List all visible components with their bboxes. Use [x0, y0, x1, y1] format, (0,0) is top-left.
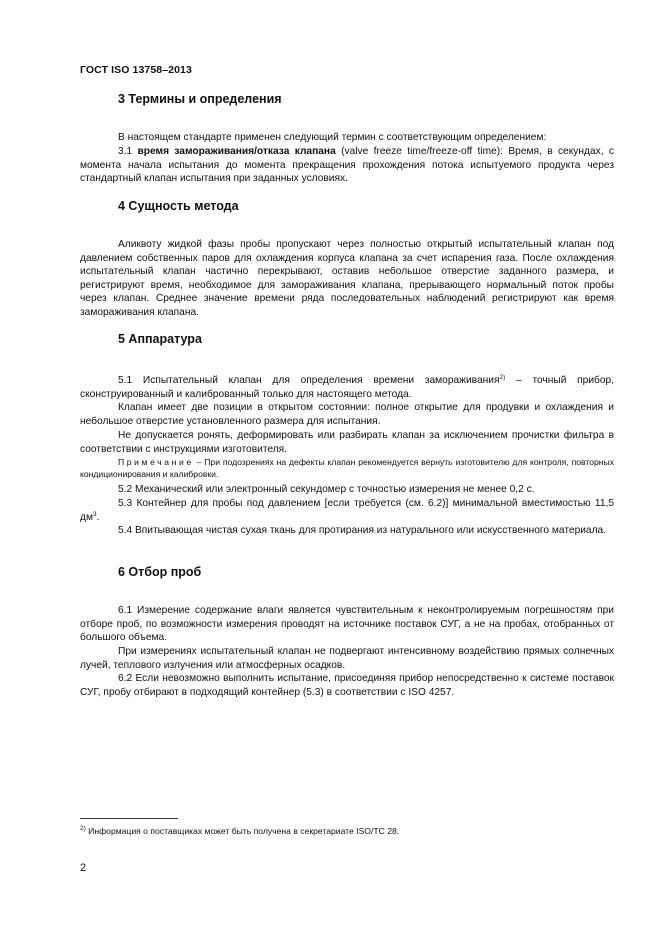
- footnote: [80, 826, 399, 837]
- footnote-text: Информация о поставщиках может быть получена в секретариате ISO/TC 28.: [85, 826, 400, 836]
- section-3-intro: В настоящем стандарте применен следующий термин с соответствующим определением:: [118, 132, 547, 143]
- footnote-marker: 2): [80, 825, 86, 832]
- section-4-title: 4 Сущность метода: [118, 199, 239, 213]
- document-header: ГОСТ ISO 13758–2013: [80, 64, 192, 76]
- note-text: – При подозрениях на дефекты клапан рекомендуется вернуть изготовителю для контроля, повторных кондиционирования и калибровки.: [80, 457, 614, 479]
- section-5-item-4: 5.4 Впитывающая чистая сухая ткань для протирания из натурального или искусственного материала.: [118, 525, 607, 536]
- section-5-handling: Не допускается ронять, деформировать или разбирать клапан за исключением прочистки фильтра в соответствии с инструкциями изготовителя.: [80, 430, 614, 455]
- section-6-item-1: 6.1 Измерение содержание влаги является чувствительным к неконтролируемым погрешностям при отборе проб, по возможности измерения проводят на источнике поставок СУГ, а не на пробах, отобранных от большого объема.: [80, 605, 614, 644]
- superscript-3: 3: [92, 510, 97, 518]
- section-6-title: 6 Отбор проб: [118, 565, 202, 579]
- section-5-title: 5 Аппаратура: [118, 332, 202, 346]
- section-6-exposure: При измерениях испытательный клапан не подвергают интенсивному воздействию прямых солнечных лучей, теплового излучения или атмосферных осадков.: [80, 646, 614, 671]
- footnote-divider: [80, 818, 178, 819]
- section-3-definition: [80, 145, 614, 186]
- definition-number: 3.1: [118, 146, 138, 157]
- note-label: Примечание: [118, 457, 194, 467]
- section-3-title: 3 Термины и определения: [118, 92, 282, 106]
- section-6-item-2: 6.2 Если невозможно выполнить испытание, присоединяя прибор непосредственно к системе поставок СУГ, пробу отбирают в подходящий контейнер (5.3) в соответствии с ISO 4257.: [80, 673, 614, 698]
- page-number: 2: [80, 862, 87, 874]
- section-4-paragraph: Аликвоту жидкой фазы пробы пропускают через полностью открытый испытательный клапан под давлением собственных паров для охлаждения корпуса клапана за счет испарения газа. После охлаждения испытательный клапан частично перекрывают, оставив небольшое отверстие заданного размера, и регистрируют время, необходимое для замораживания клапана, прерывающего нормальный поток пробы через клапан. Среднее значение времени ряда последовательных наблюдений регистрируют как время замораживания клапана.: [80, 239, 614, 318]
- section-5-item-2: 5.2 Механический или электронный секундомер с точностью измерения не менее 0,2 с.: [118, 484, 535, 495]
- section-5-note: [80, 457, 614, 480]
- definition-text: (valve freeze time/freeze-off time): Время, в секундах, с момента начала испытания до момента прекращения прохождения потока испытуемого продукта через стандартный клапан испытания при заданных условиях.: [80, 146, 614, 185]
- item-3-text-a: 5.3 Контейнер для пробы под давлением [если требуется (см. 6.2)] минимальной вместимостью 11,5 дм: [80, 498, 614, 523]
- definition-term: время замораживания/отказа клапана: [137, 146, 336, 157]
- item-3-text-b: .: [96, 511, 100, 523]
- section-5-valve-positions: Клапан имеет две позиции в открытом состоянии: полное открытие для продувки и охлаждения и небольшое отверстие установленного размера для испытания.: [80, 402, 614, 427]
- footnote-ref: 2): [499, 374, 506, 381]
- item-1-text-b: – точный прибор, сконструированный и калиброванный только для настоящего метода.: [80, 375, 615, 400]
- section-5-item-1: [80, 374, 614, 401]
- section-5-item-3: [80, 497, 614, 524]
- item-1-text-a: 5.1 Испытательный клапан для определения времени замораживания: [118, 375, 500, 386]
